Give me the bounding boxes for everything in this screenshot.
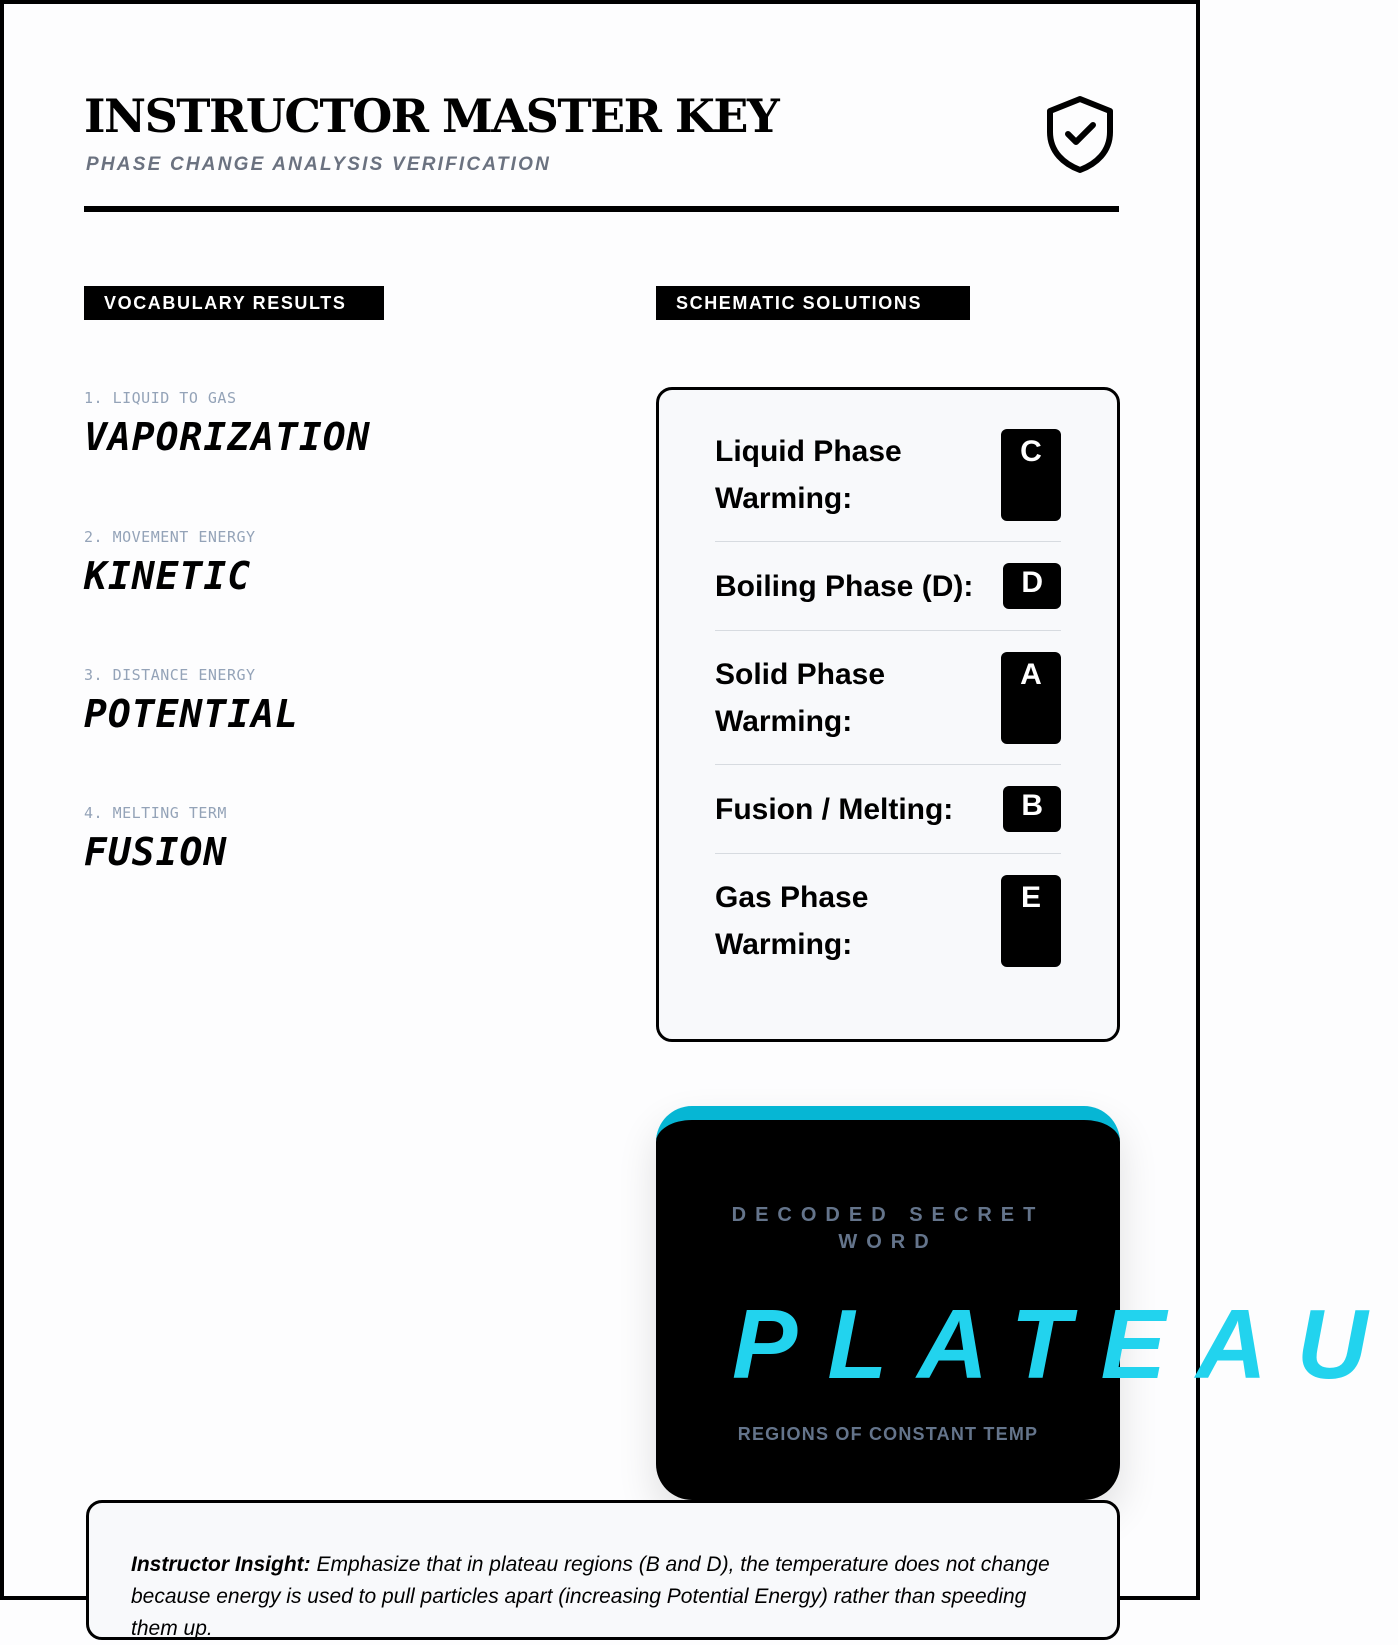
solution-label: Solid Phase Warming: (715, 657, 886, 738)
vocab-item (84, 389, 371, 459)
vocab-item (84, 666, 299, 736)
vocab-answer: POTENTIAL (84, 692, 299, 736)
page-subtitle: PHASE CHANGE ANALYSIS VERIFICATION (86, 154, 552, 175)
decoded-word-card (656, 1106, 1398, 1500)
solution-label: Boiling Phase (D): (715, 569, 974, 603)
decoded-secret-word: PLATEAU (732, 1289, 1398, 1399)
schematic-solutions-card (656, 387, 1120, 1042)
solution-label: Gas Phase Warming: (715, 881, 869, 961)
vocab-label: 4. MELTING TERM (84, 804, 227, 822)
vocab-label: 3. DISTANCE ENERGY (84, 666, 256, 684)
vocab-label: 1. LIQUID TO GAS (84, 389, 237, 407)
shield-check-icon (1044, 94, 1116, 174)
vocab-label: 2. MOVEMENT ENERGY (84, 528, 256, 546)
solution-row (715, 542, 1061, 631)
page-title: INSTRUCTOR MASTER KEY (84, 89, 779, 143)
decoded-word-caption: REGIONS OF CONSTANT TEMP (737, 1424, 1039, 1444)
insight-lead: Instructor Insight: (131, 1553, 311, 1576)
solution-label: Fusion / Melting: (715, 792, 954, 826)
solution-row (715, 631, 1061, 765)
vocab-answer: FUSION (84, 830, 228, 874)
solution-row (715, 408, 1061, 542)
solution-label: Liquid Phase Warming: (715, 434, 902, 515)
solution-letter-badge: B (1003, 786, 1061, 832)
solution-letter-badge: E (1001, 875, 1061, 967)
vocab-answer: VAPORIZATION (84, 415, 371, 459)
header-divider (84, 206, 1119, 212)
instructor-insight-box (86, 1500, 1120, 1640)
vocab-answer: KINETIC (84, 554, 252, 598)
solution-row (715, 765, 1061, 854)
schematic-solutions-heading: SCHEMATIC SOLUTIONS (656, 286, 970, 320)
vocabulary-results-heading: VOCABULARY RESULTS (84, 286, 384, 320)
solution-letter-badge: A (1001, 652, 1061, 744)
solution-letter-badge: D (1003, 563, 1061, 609)
vocab-item (84, 804, 227, 874)
decoded-word-label: DECODED SECRET WORD (731, 1204, 1045, 1253)
solution-row (715, 854, 1061, 988)
solution-letter-badge: C (1001, 429, 1061, 521)
vocab-item (84, 528, 256, 598)
insight-text: Emphasize that in plateau regions (B and D), the temperature does not change because energy is used to pull particles apart (increasing Potential Energy) rather than speeding them up. (131, 1553, 1050, 1640)
